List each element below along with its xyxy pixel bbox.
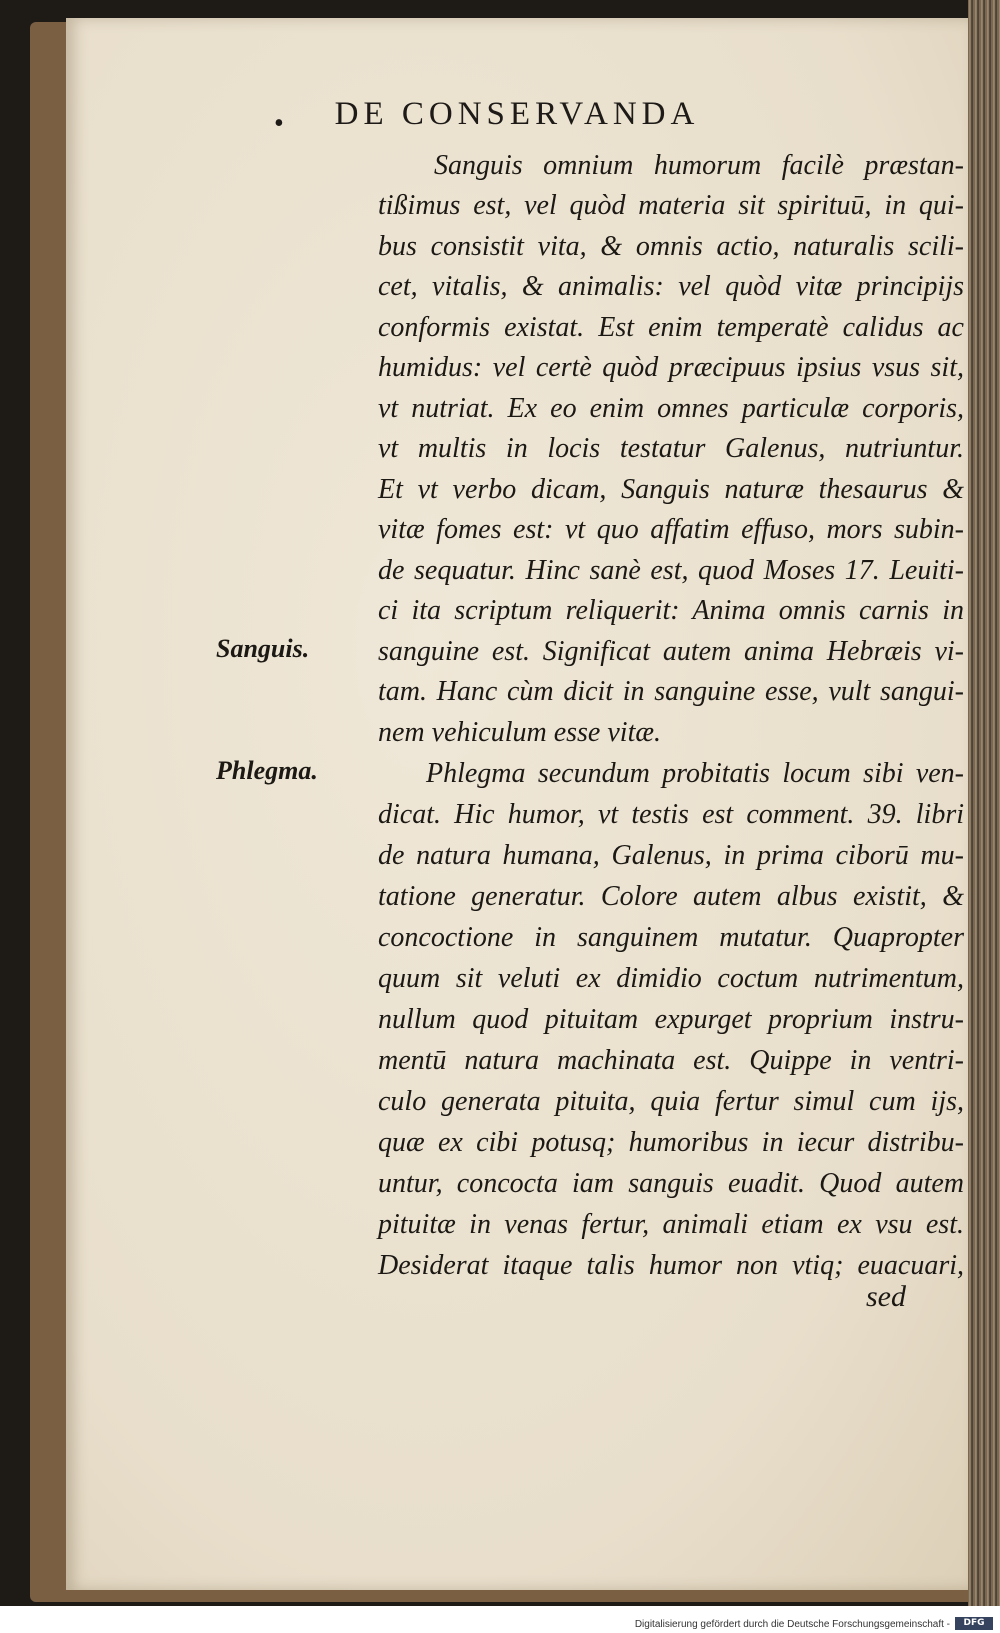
- text-line: humidus: vel certè quòd præcipuus ipsius vsus sit,: [378, 352, 964, 383]
- margin-note-sanguis: Sanguis.: [216, 634, 310, 663]
- text-line: tißimus est, vel quòd materia sit spirituū, in qui-: [378, 190, 964, 221]
- text-line: tatione generatur. Colore autem albus existit, &: [378, 881, 964, 912]
- text-line: tam. Hanc cùm dicit in sanguine esse, vult sangui-: [378, 676, 964, 707]
- text-line: de sequatur. Hinc sanè est, quod Moses 17. Leuiti-: [378, 555, 964, 586]
- text-line: cet, vitalis, & animalis: vel quòd vitæ principijs: [378, 271, 964, 302]
- digitization-credit: Digitalisierung gefördert durch die Deutsche Forschungsgemeinschaft -: [634, 1619, 950, 1630]
- text-line: Desiderat itaque talis humor non vtiq; euacuari,: [378, 1250, 964, 1281]
- text-line: ci ita scriptum reliquerit: Anima omnis carnis in: [378, 595, 964, 626]
- running-head: DE CONSERVANDA: [334, 96, 700, 132]
- text-line: mentū natura machinata est. Quippe in ventri-: [378, 1045, 964, 1076]
- text-line: vitæ fomes est: vt quo affatim effuso, mors subin-: [378, 514, 964, 545]
- text-line: pituitæ in venas fertur, animali etiam ex vsu est.: [378, 1209, 964, 1240]
- page-stack-edge: [968, 0, 1000, 1606]
- text-line: vt nutriat. Ex eo enim omnes particulæ corporis,: [378, 393, 964, 424]
- head-mark: •: [274, 108, 284, 139]
- text-line: nem vehiculum esse vitæ.: [378, 717, 662, 748]
- text-line: Et vt verbo dicam, Sanguis naturæ thesaurus &: [378, 474, 964, 505]
- text-line: culo generata pituita, quia fertur simul cum ijs,: [378, 1086, 964, 1117]
- text-line: quum sit veluti ex dimidio coctum nutrimentum,: [378, 963, 964, 994]
- text-line: bus consistit vita, & omnis actio, naturalis scili-: [378, 231, 964, 262]
- text-line: de natura humana, Galenus, in prima ciborū mu-: [378, 840, 964, 871]
- text-line: concoctione in sanguinem mutatur. Quapropter: [378, 922, 964, 953]
- text-line: Phlegma secundum probitatis locum sibi ven-: [426, 758, 964, 789]
- text-line: Sanguis omnium humorum facilè præstan-: [434, 150, 964, 181]
- text-line: conformis existat. Est enim temperatè calidus ac: [378, 312, 964, 343]
- text-line: dicat. Hic humor, vt testis est comment. 39. libri: [378, 799, 964, 830]
- text-line: vt multis in locis testatur Galenus, nutriuntur.: [378, 433, 964, 464]
- dfg-logo[interactable]: DFG: [955, 1617, 993, 1630]
- margin-note-phlegma: Phlegma.: [216, 756, 318, 785]
- text-line: nullum quod pituitam expurget proprium instru-: [378, 1004, 964, 1035]
- text-line: sanguine est. Significat autem anima Hebræis vi-: [378, 636, 964, 667]
- book-page: [66, 18, 968, 1590]
- catchword: sed: [866, 1280, 906, 1313]
- text-line: untur, concocta iam sanguis euadit. Quod autem: [378, 1168, 964, 1199]
- text-line: quæ ex cibi potusq; humoribus in iecur distribu-: [378, 1127, 964, 1158]
